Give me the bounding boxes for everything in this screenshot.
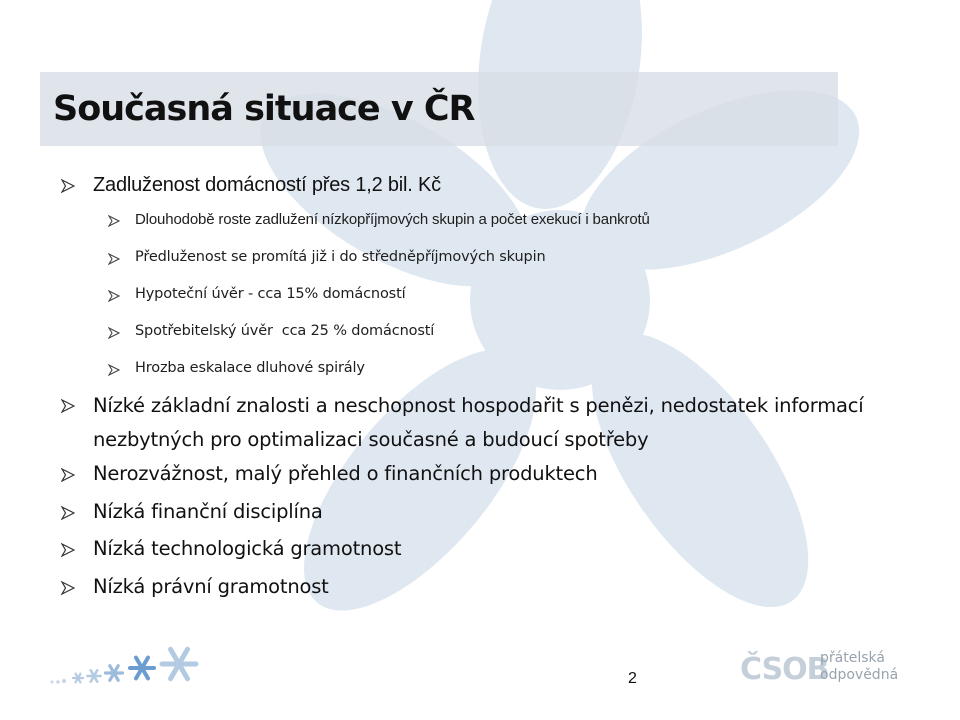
arrow-bullet-icon — [61, 506, 75, 520]
bullet-text: Předluženost se promítá již i do středněpříjmových skupin — [135, 249, 546, 265]
arrow-bullet-icon — [108, 290, 120, 302]
bullet-text: Hypoteční úvěr - cca 15% domácností — [135, 286, 406, 302]
arrow-bullet-icon — [61, 399, 75, 413]
page-number: 2 — [628, 670, 637, 687]
bullet-text: Nízká technologická gramotnost — [93, 537, 402, 560]
logo-brand: ČSOB — [740, 652, 829, 687]
logo-tagline-line1: přátelská — [820, 650, 885, 666]
bullet-text: Nízká finanční disciplína — [93, 500, 323, 523]
slide-title: Současná situace v ČR — [53, 89, 475, 129]
arrow-bullet-icon — [61, 468, 75, 482]
bullet-text: Nízké základní znalosti a neschopnost hospodařit s penězi, nedostatek informací nezbytných pro optimalizaci současné a budoucí spotřeby — [93, 394, 864, 451]
bullet-text: Nerozvážnost, malý přehled o finančních produktech — [93, 462, 598, 485]
arrow-bullet-icon — [108, 253, 120, 265]
bullet-text: Zadluženost domácností přes 1,2 bil. Kč — [93, 174, 441, 196]
bullet-text: Spotřebitelský úvěr cca 25 % domácností — [135, 323, 435, 339]
asterisk-row-icon — [46, 640, 206, 700]
logo-tagline — [820, 650, 898, 684]
arrow-bullet-icon — [108, 364, 120, 376]
bullet-text: Nízká právní gramotnost — [93, 575, 329, 598]
arrow-bullet-icon — [61, 179, 75, 193]
bullet-text: Dlouhodobě roste zadlužení nízkopříjmových skupin a počet exekucí i bankrotů — [135, 211, 650, 228]
csob-logo — [740, 650, 940, 700]
arrow-bullet-icon — [108, 327, 120, 339]
logo-tagline-line2: odpovědná — [820, 667, 899, 683]
arrow-bullet-icon — [61, 543, 75, 557]
arrow-bullet-icon — [108, 215, 120, 227]
arrow-bullet-icon — [61, 581, 75, 595]
bullet-text: Hrozba eskalace dluhové spirály — [135, 360, 365, 376]
